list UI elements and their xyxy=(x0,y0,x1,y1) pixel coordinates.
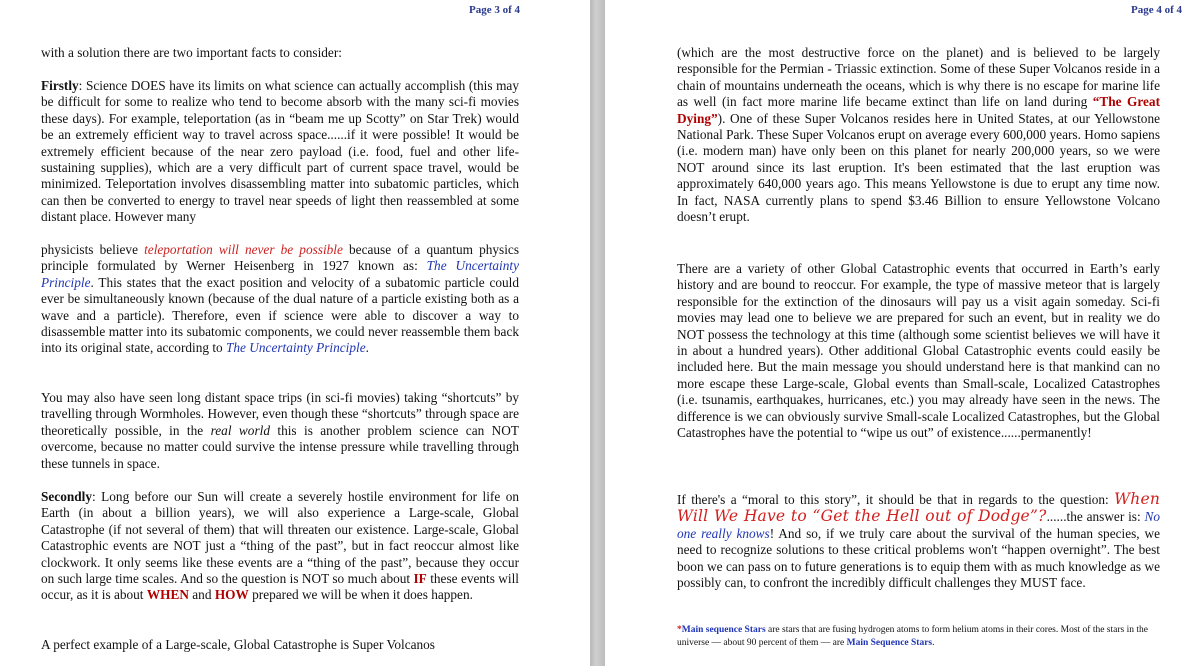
wormholes-text-b: this is another problem science can NOT overcome, because no matter could survive the intense pressure while travelling through these tunnels in space. xyxy=(41,422,519,471)
catastrophes-text: There are a variety of other Global Catastrophic events that occurred in Earth’s early history and are bound to reoccur. For example, the type of massive meteor that is largely responsible for the extinction of the dinosaurs will pay us a visit again someday. Sci-fi movies may lead one to believe we are prepared for such an event, but in reality we do NOT possess the technology at this time (although some scientist believes we will have it in about a hundred years). Other additional Global Catastrophic events could easily be included here. But the main message you should understand here is that mankind can no more escape these Large-scale, Global events than Small-scale, Localized Catastrophes (i.e. tsunamis, earthquakes, hurricanes, etc.) you may already have seen in the news. The difference is we can obviously survive Small-scale Localized Catastrophes, but the Global Catastrophes have the potential to “wipe us out” of existence......permanently! xyxy=(677,261,1160,441)
paragraph-wormholes xyxy=(41,390,519,472)
secondly-text-d: prepared we will be when it does happen. xyxy=(248,587,473,603)
teleportation-emphasis: teleportation will never be possible xyxy=(144,242,343,257)
real-world-emphasis: real world xyxy=(210,422,270,438)
footnote-text-a: are stars that are fusing hydrogen atoms to form helium atoms in their cores. Most of the stars in the universe — about 90 percent of them — are xyxy=(677,625,1148,648)
page-gutter xyxy=(590,0,605,666)
paragraph-permian xyxy=(677,45,1160,225)
secondly-text-a: : Long before our Sun will create a severely hostile environment for life on Earth (in about a billion years), we will also experience a Large-scale, Global Catastrophe (if not several of them) that will threaten our existence. Large-scale, Global Catastrophic events are NOT just a “thing of the past”, but in fact reoccur almost like clockwork. It only seems like these events are a “thing of the past”, because they occur on such large time scales. And so the question is NOT so much about xyxy=(41,489,519,587)
uncertainty-text-d: . xyxy=(365,340,369,356)
left-page xyxy=(0,0,590,666)
moral-text-a: If there's a “moral to this story”, it should be that in regards to the question: xyxy=(677,492,1109,507)
footnote-term-2: Main Sequence Stars xyxy=(846,638,933,648)
permian-text-a: (which are the most destructive force on the planet) and is believed to be largely responsible for the Permian - Triassic extinction. Some of these Super Volcanos reside in a chain of mountains underneath the oceans, which is why there is no escape for marine life as well (in fact more marine life became extinct than life on land during xyxy=(677,45,1160,110)
paragraph-intro xyxy=(41,45,519,61)
footnote-term-1: Main sequence Stars xyxy=(681,625,766,635)
uncertainty-principle-term-1: The Uncertainty Principle xyxy=(41,258,520,290)
footnote xyxy=(677,624,1160,650)
secondly-text-b: these events will occur, as it is about xyxy=(41,571,519,603)
firstly-label: Firstly xyxy=(41,78,79,93)
uncertainty-text-c: . This states that the exact position and velocity of a subatomic particle could ever be simultaneously known (because of the dual nature of a particle existing both as a wave and a particle). Therefore, even if science were able to discover a way to disassemble matter into its subatomic components, we could never reassemble them back into its original state, according to xyxy=(41,274,519,356)
paragraph-super-volcanos xyxy=(41,637,519,653)
right-page xyxy=(605,0,1200,666)
when-emphasis: WHEN xyxy=(146,587,189,603)
footnote-marker: * xyxy=(677,625,682,635)
wormholes-text-a: You may also have seen long distant space trips (in sci-fi movies) taking “shortcuts” by travelling through Wormholes. However, even though these “shortcuts” through space are theoretically possible, in the xyxy=(41,390,519,438)
uncertainty-text-b: because of a quantum physics principle formulated by Werner Heisenberg in 1927 known as: xyxy=(41,242,519,274)
no-one-knows-emphasis: No one really knows xyxy=(677,509,1160,541)
how-emphasis: HOW xyxy=(214,587,249,603)
secondly-label: Secondly xyxy=(41,489,92,504)
paragraph-catastrophes xyxy=(677,261,1160,441)
paragraph-moral xyxy=(677,491,1160,591)
paragraph-secondly xyxy=(41,489,519,604)
secondly-text-c: and xyxy=(188,587,215,603)
firstly-text: : Science DOES have its limits on what science can actually accomplish (this may be difficult for some to realize who tend to become absorb with the many sci-fi movies these days). For example, teleportation (as in “beam me up Scotty” on Star Trek) would be an extremely efficient way to travel across space......if it were possible! It would be extremely efficient because of the near zero payload (i.e. food, fuel and other life-sustaining supplies), which are a very difficult part of current space travel, would be minimized. Teleportation involves disassembling matter into subatomic particles, which can then be converted to energy to travel near speeds of light then reassembled at some distant place. However many xyxy=(41,78,519,225)
page-number-left: Page 3 of 4 xyxy=(468,4,520,16)
dodge-question: When Will We Have to “Get the Hell out of Dodge”? xyxy=(677,490,1161,526)
page-number-right: Page 4 of 4 xyxy=(1130,4,1182,16)
uncertainty-principle-term-2: The Uncertainty Principle xyxy=(226,340,366,356)
moral-text-c: ! And so, if we truly care about the survival of the human species, we need to recognize solutions to these critical problems won't “happen overnight”. The best boon we can pass on to future generations is to equip them with as much knowledge as we possibly can, to confront the incredibly difficult challenges they MUST face. xyxy=(677,525,1160,591)
great-dying-emphasis: “The Great Dying” xyxy=(677,94,1161,126)
super-volcanos-text: A perfect example of a Large-scale, Global Catastrophe is Super Volcanos xyxy=(41,637,435,652)
moral-text-b: ......the answer is: xyxy=(1046,509,1145,525)
paragraph-uncertainty xyxy=(41,242,519,357)
intro-text: with a solution there are two important facts to consider: xyxy=(41,45,342,60)
footnote-text-b: . xyxy=(932,638,935,648)
uncertainty-text-a: physicists believe xyxy=(41,242,145,257)
if-emphasis: IF xyxy=(413,571,427,587)
paragraph-firstly xyxy=(41,78,519,226)
permian-text-b: ). One of these Super Volcanos resides here in United States, at our Yellowstone National Park. These Super Volcanos erupt on average every 600,000 years. Homo sapiens (i.e. modern man) have only been on this planet for nearly 200,000 years, so we were NOT around since its last eruption. It's been estimated that the last eruption was approximately 640,000 years ago. This means Yellowstone is due to erupt any time now. In fact, NASA currently plans to spend $3.46 Billion to ensure Yellowstone Volcano doesn’t erupt. xyxy=(677,110,1160,225)
